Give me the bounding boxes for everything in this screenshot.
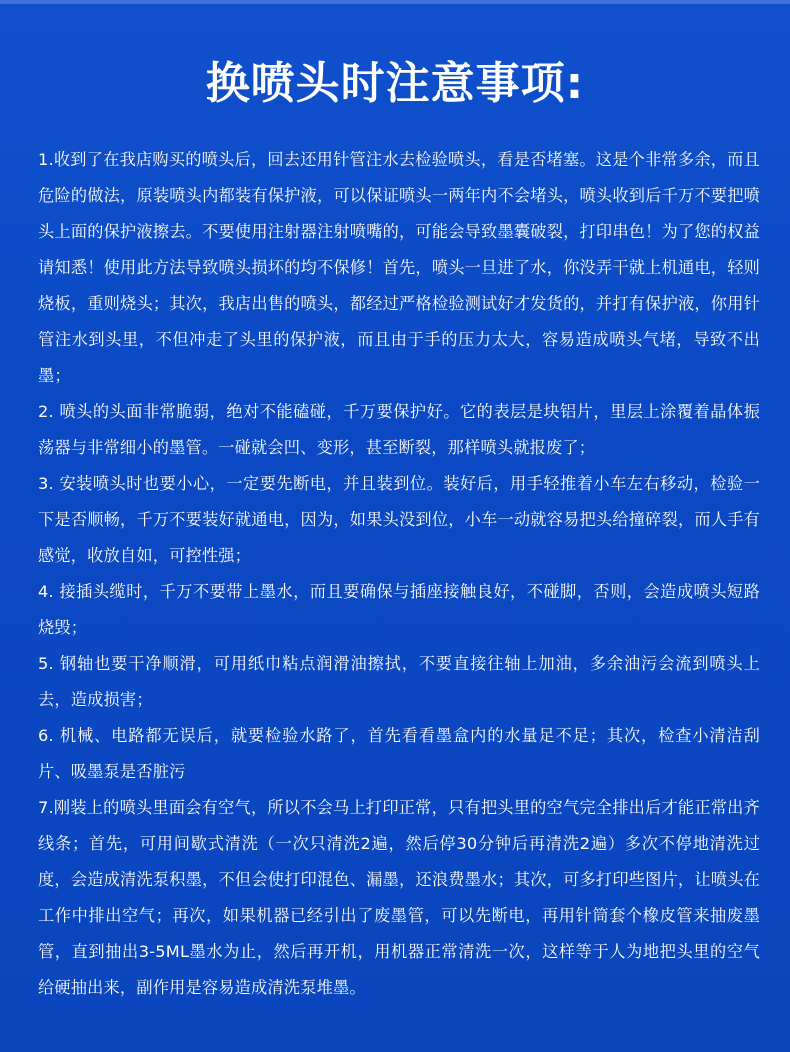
note-paragraph-3: 3. 安装喷头时也要小心，一定要先断电，并且装到位。装好后，用手轻推着小车左右移动，检验一下是否顺畅，千万不要装好就通电，因为，如果头没到位，小车一动就容易把头给撞碎裂，而人手有感觉，收放自如，可控性强； bbox=[38, 474, 760, 565]
note-paragraph-7: 7.刚装上的喷头里面会有空气，所以不会马上打印正常，只有把头里的空气完全排出后才能正常出齐线条；首先，可用间歇式清洗（一次只清洗2遍，然后停30分钟后再清洗2遍）多次不停地清洗过度，会造成清洗泵积墨，不但会使打印混色、漏墨，还浪费墨水；其次，可多打印些图片，让喷头在工作中排出空气；再次，如果机器已经引出了废墨管，可以先断电，再用针筒套个橡皮管来抽废墨管，直到抽出3-5ML墨水为止，然后再开机，用机器正常清洗一次，这样等于人为地把头里的空气给硬抽出来，副作用是容易造成清洗泵堆墨。 bbox=[38, 798, 760, 997]
note-paragraph-4: 4. 接插头缆时，千万不要带上墨水，而且要确保与插座接触良好，不碰脚，否则，会造成喷头短路烧毁； bbox=[38, 582, 760, 637]
note-paragraph-6: 6. 机械、电路都无误后，就要检验水路了，首先看看墨盒内的水量足不足；其次，检查小清洁刮片、吸墨泵是否脏污 bbox=[38, 726, 760, 781]
page-title: 换喷头时注意事项: bbox=[205, 58, 585, 109]
note-paragraph-5: 5. 钢轴也要干净顺滑，可用纸巾粘点润滑油擦拭，不要直接往轴上加油，多余油污会流到喷头上去，造成损害； bbox=[38, 654, 760, 709]
note-paragraph-1: 1.收到了在我店购买的喷头后，回去还用针管注水去检验喷头，看是否堵塞。这是个非常多余，而且危险的做法，原装喷头内都装有保护液，可以保证喷头一两年内不会堵头，喷头收到后千万不要把喷头上面的保护液擦去。不要使用注射器注射喷嘴的，可能会导致墨囊破裂，打印串色！为了您的权益请知悉！使用此方法导致喷头损坏的均不保修！首先，喷头一旦进了水，你没弄干就上机通电，轻则烧板，重则烧头；其次，我店出售的喷头，都经过严格检验测试好才发货的，并打有保护液，你用针管注水到头里，不但冲走了头里的保护液，而且由于手的压力太大，容易造成喷头气堵，导致不出墨； bbox=[38, 150, 760, 385]
notes-content bbox=[38, 142, 760, 1006]
note-paragraph-2: 2. 喷头的头面非常脆弱，绝对不能磕碰，千万要保护好。它的表层是块铝片，里层上涂覆着晶体振荡器与非常细小的墨管。一碰就会凹、变形，甚至断裂，那样喷头就报废了； bbox=[38, 402, 760, 457]
top-border bbox=[0, 0, 790, 4]
